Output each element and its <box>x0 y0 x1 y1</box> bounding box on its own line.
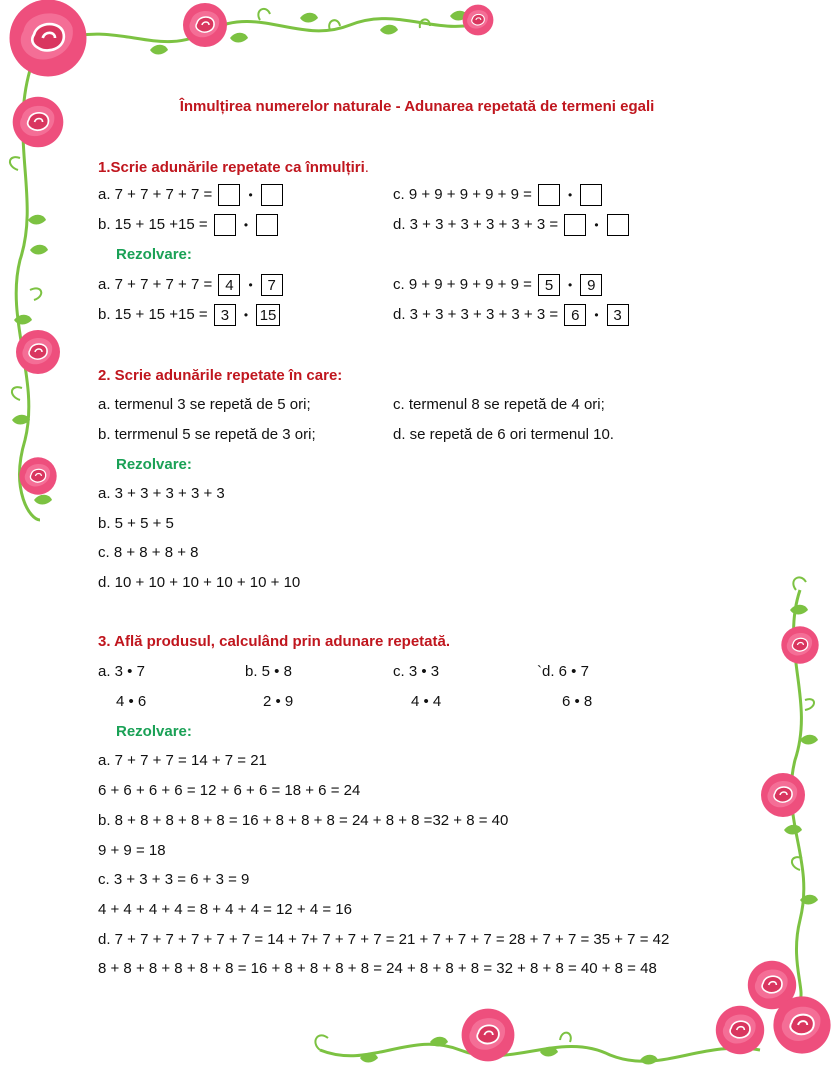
answer-box-empty[interactable] <box>261 184 283 206</box>
exercise-1-task-d <box>393 214 631 236</box>
answer-box-empty[interactable] <box>607 214 629 236</box>
task-a-label: a. 7 + 7 + 7 + 7 = <box>98 185 213 203</box>
exercise-1-task-a <box>98 184 285 206</box>
exercise-3-task: 2 • 9 <box>263 693 294 710</box>
answer-box: 3 <box>607 304 629 326</box>
exercise-3-heading <box>98 633 450 650</box>
answer-box: 15 <box>256 304 280 326</box>
solution-c-label: c. 9 + 9 + 9 + 9 + 9 = <box>393 275 532 293</box>
answer-box: 3 <box>214 304 236 326</box>
exercise-2-heading: 2. Scrie adunările repetate în care: <box>98 367 343 384</box>
answer-box-empty[interactable] <box>218 184 240 206</box>
exercise-3-solution: d. 7 + 7 + 7 + 7 + 7 + 7 = 14 + 7+ 7 + 7 + 7 = 21 + 7 + 7 + 7 = 28 + 7 + 7 = 35 + 7 = 42 <box>98 931 670 948</box>
exercise-2-solution: b. 5 + 5 + 5 <box>98 515 174 532</box>
exercise-2-task-a: a. termenul 3 se repetă de 5 ori; <box>98 396 311 413</box>
exercise-1-solution-d <box>393 304 631 326</box>
multiplication-dot: • <box>248 188 253 202</box>
exercise-3-solution: a. 7 + 7 + 7 = 14 + 7 = 21 <box>98 752 267 769</box>
answer-box-empty[interactable] <box>214 214 236 236</box>
multiplication-dot: • <box>243 218 249 232</box>
exercise-1-heading-tail: . <box>364 159 369 176</box>
answer-box-empty[interactable] <box>256 214 278 236</box>
exercise-3-task: 4 • 4 <box>411 693 442 710</box>
multiplication-dot: • <box>243 308 249 322</box>
exercise-3-solution: 4 + 4 + 4 + 4 = 8 + 4 + 4 = 12 + 4 = 16 <box>98 901 352 918</box>
answer-box: 4 <box>218 274 240 296</box>
exercise-1-task-c <box>393 184 604 206</box>
exercise-3-task: c. 3 • 3 <box>393 663 440 680</box>
multiplication-dot: • <box>568 278 573 292</box>
exercise-1-solution-a <box>98 274 285 296</box>
answer-box: 9 <box>580 274 602 296</box>
exercise-3-task: `d. 6 • 7 <box>537 663 589 680</box>
multiplication-dot: • <box>568 188 573 202</box>
exercise-3-task: b. 5 • 8 <box>245 663 292 680</box>
exercise-2-solution: c. 8 + 8 + 8 + 8 <box>98 544 199 561</box>
multiplication-dot: • <box>248 278 253 292</box>
exercise-3-number: 3 <box>98 633 107 650</box>
answer-box-empty[interactable] <box>538 184 560 206</box>
exercise-1-solution-c <box>393 274 604 296</box>
exercise-1-heading <box>98 159 369 176</box>
answer-box: 6 <box>564 304 586 326</box>
solution-d-label: d. 3 + 3 + 3 + 3 + 3 + 3 = <box>393 305 559 323</box>
task-c-label: c. 9 + 9 + 9 + 9 + 9 = <box>393 185 532 203</box>
task-b-label: b. 15 + 15 +15 = <box>98 215 208 233</box>
exercise-3-task: 6 • 8 <box>562 693 593 710</box>
answer-box-empty[interactable] <box>580 184 602 206</box>
solution-b-label: b. 15 + 15 +15 = <box>98 305 208 323</box>
exercise-3-solution: 8 + 8 + 8 + 8 + 8 + 8 = 16 + 8 + 8 + 8 + 8 = 24 + 8 + 8 + 8 = 32 + 8 + 8 = 40 + 8 = 48 <box>98 960 657 977</box>
exercise-1-solution-b <box>98 304 282 326</box>
multiplication-dot: • <box>594 218 599 232</box>
exercise-3-heading-text: . Află produsul, calculând prin adunare repetată. <box>106 633 451 650</box>
task-d-label: d. 3 + 3 + 3 + 3 + 3 + 3 = <box>393 215 559 233</box>
exercise-3-solution: c. 3 + 3 + 3 = 6 + 3 = 9 <box>98 871 250 888</box>
exercise-3-task: 4 • 6 <box>116 693 147 710</box>
exercise-1-heading-text: 1.Scrie adunările repetate ca înmulțiri <box>98 159 365 176</box>
exercise-2-rezolvare-label: Rezolvare: <box>116 456 192 473</box>
exercise-3-rezolvare-label: Rezolvare: <box>116 723 192 740</box>
exercise-2-solution: a. 3 + 3 + 3 + 3 + 3 <box>98 485 225 502</box>
page-title: Înmulțirea numerelor naturale - Adunarea repetată de termeni egali <box>179 98 655 115</box>
solution-a-label: a. 7 + 7 + 7 + 7 = <box>98 275 213 293</box>
exercise-1-rezolvare-label: Rezolvare: <box>116 246 192 263</box>
exercise-3-task: a. 3 • 7 <box>98 663 145 680</box>
exercise-3-solution: 6 + 6 + 6 + 6 = 12 + 6 + 6 = 18 + 6 = 24 <box>98 782 361 799</box>
exercise-2-task-b: b. terrmenul 5 se repetă de 3 ori; <box>98 426 316 443</box>
exercise-3-solution: b. 8 + 8 + 8 + 8 + 8 = 16 + 8 + 8 + 8 = 24 + 8 + 8 =32 + 8 = 40 <box>98 812 509 829</box>
exercise-2-task-c: c. termenul 8 se repetă de 4 ori; <box>393 396 605 413</box>
exercise-1-task-b <box>98 214 280 236</box>
exercise-3-solution: 9 + 9 = 18 <box>98 842 166 859</box>
multiplication-dot: • <box>594 308 599 322</box>
answer-box-empty[interactable] <box>564 214 586 236</box>
answer-box: 5 <box>538 274 560 296</box>
exercise-2-solution: d. 10 + 10 + 10 + 10 + 10 + 10 <box>98 574 301 591</box>
answer-box: 7 <box>261 274 283 296</box>
exercise-2-task-d: d. se repetă de 6 ori termenul 10. <box>393 426 614 443</box>
